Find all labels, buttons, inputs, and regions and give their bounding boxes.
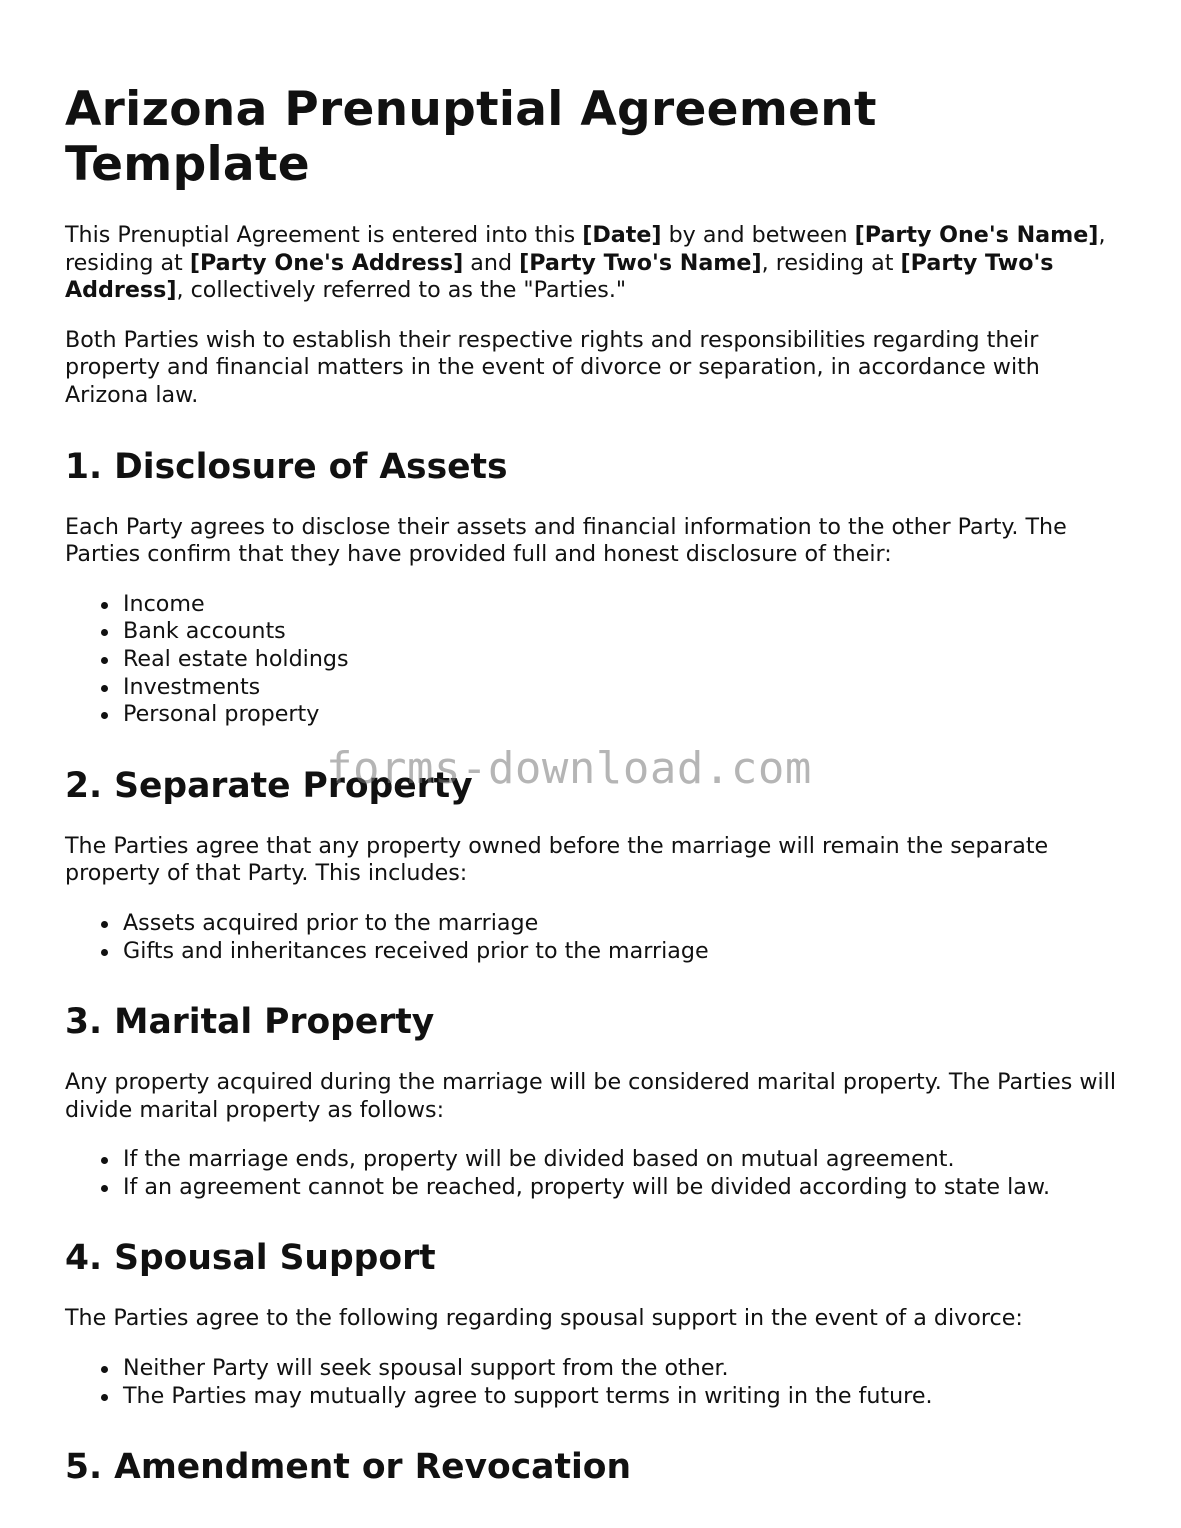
section-heading-marital-property: 3. Marital Property — [65, 1002, 435, 1043]
disclosure-list — [65, 591, 1125, 729]
intro-paragraph — [65, 222, 1125, 305]
intro-text: and — [463, 249, 520, 276]
section-text-disclosure: Each Party agrees to disclose their assets and financial information to the other Party. The Parties confirm that they have provided full and honest disclosure of their: — [65, 513, 1067, 568]
party-two-name-placeholder: [Party Two's Name] — [519, 249, 762, 276]
party-two-address-placeholder: [Party Two's Address] — [65, 249, 1054, 304]
purpose-paragraph: Both Parties wish to establish their respective rights and responsibilities regarding their property and financial matters in the event of divorce or separation, in accordance with Arizona law. — [65, 326, 1040, 408]
section-text-marital-property: Any property acquired during the marriage will be considered marital property. The Parties will divide marital property as follows: — [65, 1069, 1116, 1123]
list-item: Bank accounts — [123, 618, 1125, 646]
party-one-address-placeholder: [Party One's Address] — [189, 249, 464, 276]
spousal-support-list — [65, 1355, 1125, 1410]
separate-property-list — [65, 910, 1125, 965]
section-text-spousal-support: The Parties agree to the following regarding spousal support in the event of a divorce: — [65, 1305, 1023, 1332]
party-one-name-placeholder: [Party One's Name] — [854, 222, 1099, 248]
list-item: Gifts and inheritances received prior to the marriage — [123, 938, 1125, 966]
list-item: If the marriage ends, property will be divided based on mutual agreement. — [123, 1146, 1125, 1174]
intro-text: by and between — [661, 222, 855, 248]
section-heading-spousal-support: 4. Spousal Support — [65, 1238, 436, 1279]
list-item: Personal property — [123, 701, 1125, 729]
marital-property-list — [65, 1146, 1125, 1201]
intro-text: This Prenuptial Agreement is entered into this — [65, 222, 583, 248]
document-page — [65, 82, 1125, 1514]
intro-text: , residing at — [761, 249, 901, 276]
watermark: forms-download.com — [326, 743, 812, 794]
section-text-separate-property: The Parties agree that any property owned before the marriage will remain the separate property of that Party. This includes: — [65, 832, 1049, 887]
section-heading-disclosure: 1. Disclosure of Assets — [65, 446, 508, 487]
list-item: If an agreement cannot be reached, property will be divided according to state law. — [123, 1174, 1125, 1202]
list-item: Assets acquired prior to the marriage — [123, 910, 1125, 938]
list-item: Neither Party will seek spousal support from the other. — [123, 1355, 1125, 1383]
list-item: Investments — [123, 674, 1125, 702]
intro-text: , collectively referred to as the "Parties." — [176, 277, 627, 304]
intro-text: , residing at — [65, 222, 1106, 276]
list-item: The Parties may mutually agree to support terms in writing in the future. — [123, 1383, 1125, 1411]
document-title: Arizona Prenuptial Agreement Template — [65, 82, 877, 192]
date-placeholder: [Date] — [582, 222, 662, 248]
section-heading-amendment: 5. Amendment or Revocation — [65, 1447, 632, 1488]
list-item: Real estate holdings — [123, 646, 1125, 674]
list-item: Income — [123, 591, 1125, 619]
section-heading-separate-property: 2. Separate Property — [65, 765, 473, 806]
